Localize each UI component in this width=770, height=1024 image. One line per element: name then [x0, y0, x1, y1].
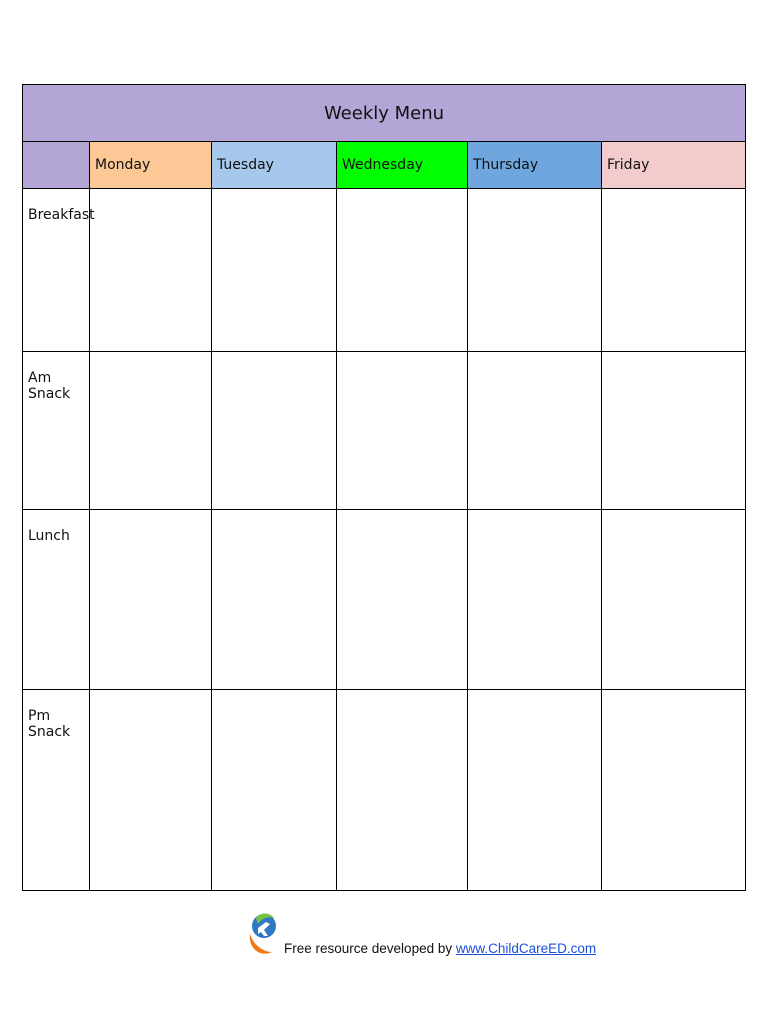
meal-cell[interactable] [468, 352, 602, 510]
childcareed-logo-icon [246, 904, 278, 960]
meal-cell[interactable] [602, 189, 746, 352]
meal-cell[interactable] [468, 690, 602, 891]
weekly-menu-table [22, 84, 746, 891]
meal-cell[interactable] [90, 189, 212, 352]
day-header-tuesday: Tuesday [212, 142, 337, 189]
meal-cell[interactable] [337, 352, 468, 510]
meal-cell[interactable] [602, 352, 746, 510]
meal-cell[interactable] [337, 510, 468, 690]
menu-title: Weekly Menu [23, 85, 746, 142]
footer [246, 904, 596, 960]
table-row [23, 189, 746, 352]
table-row [23, 510, 746, 690]
row-label-am-snack: Am Snack [23, 352, 90, 510]
meal-cell[interactable] [337, 189, 468, 352]
table-row [23, 352, 746, 510]
footer-credit-text: Free resource developed by [284, 941, 456, 956]
meal-cell[interactable] [468, 189, 602, 352]
meal-cell[interactable] [212, 189, 337, 352]
meal-cell[interactable] [468, 510, 602, 690]
row-label-breakfast: Breakfast [23, 189, 90, 352]
meal-cell[interactable] [602, 510, 746, 690]
meal-cell[interactable] [90, 352, 212, 510]
table-row [23, 690, 746, 891]
meal-cell[interactable] [337, 690, 468, 891]
meal-cell[interactable] [212, 690, 337, 891]
day-header-thursday: Thursday [468, 142, 602, 189]
meal-cell[interactable] [212, 510, 337, 690]
footer-credit [284, 941, 596, 960]
meal-cell[interactable] [602, 690, 746, 891]
day-header-monday: Monday [90, 142, 212, 189]
row-label-pm-snack: Pm Snack [23, 690, 90, 891]
row-label-lunch: Lunch [23, 510, 90, 690]
day-header-wednesday: Wednesday [337, 142, 468, 189]
meal-cell[interactable] [90, 690, 212, 891]
childcareed-link[interactable]: www.ChildCareED.com [455, 941, 597, 956]
meal-cell[interactable] [90, 510, 212, 690]
meal-cell[interactable] [212, 352, 337, 510]
corner-cell [23, 142, 90, 189]
day-header-friday: Friday [602, 142, 746, 189]
